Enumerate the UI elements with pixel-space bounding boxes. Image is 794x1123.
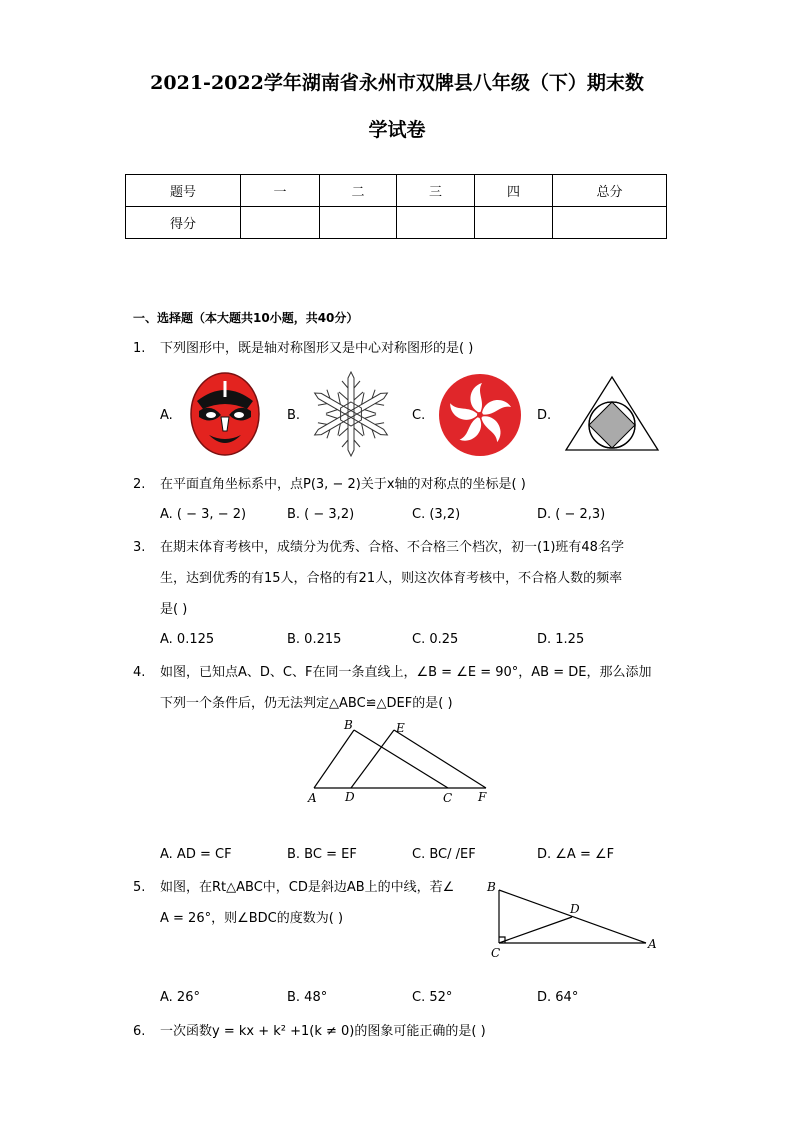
score-header-cell: 四	[475, 175, 553, 207]
segment-ef	[394, 730, 486, 788]
question-text-line: 是( )	[160, 602, 188, 617]
option-a: A. ( − 3, − 2)	[160, 507, 247, 522]
question-number: 6.	[133, 1024, 146, 1039]
segment-ab	[314, 730, 354, 788]
option-b: B. 48°	[287, 990, 328, 1005]
question-text-line: 下列一个条件后，仍无法判定△ABC≌△DEF的是( )	[160, 696, 453, 711]
option-c: C.	[412, 408, 426, 423]
score-cell	[241, 207, 320, 239]
question-number: 4.	[133, 665, 146, 680]
segment-de	[351, 730, 394, 788]
option-a: A. 0.125	[160, 632, 215, 647]
question-text: 在平面直角坐标系中，点P(3, − 2)关于x轴的对称点的坐标是( )	[160, 477, 526, 492]
option-d: D. 1.25	[537, 632, 585, 647]
option-d: D. ∠A = ∠F	[537, 847, 615, 862]
score-header-cell: 三	[397, 175, 475, 207]
label-d: D	[345, 790, 355, 804]
score-cell	[320, 207, 397, 239]
triangle-circle-square-image	[562, 375, 662, 453]
question-text-line: 在期末体育考核中，成绩分为优秀、合格、不合格三个档次，初一(1)班有48名学	[160, 540, 624, 555]
option-a: A.	[160, 408, 173, 423]
question-number: 5.	[133, 880, 146, 895]
score-table-score-row	[126, 207, 667, 239]
option-b: B. ( − 3,2)	[287, 507, 355, 522]
label-c: C	[443, 791, 453, 805]
paper-title-line1: 2021-2022学年湖南省永州市双牌县八年级（下）期末数	[150, 72, 644, 94]
question-text-line: 如图，在Rt△ABC中，CD是斜边AB上的中线，若∠	[160, 880, 455, 895]
segment-bc	[354, 730, 448, 788]
question-text: 下列图形中，既是轴对称图形又是中心对称图形的是( )	[160, 341, 474, 356]
option-b: B. 0.215	[287, 632, 342, 647]
option-a: A. AD = CF	[160, 847, 232, 862]
score-header-cell: 题号	[126, 175, 241, 207]
label-f: F	[478, 790, 487, 804]
question-number: 2.	[133, 477, 146, 492]
label-a: A	[648, 937, 657, 951]
label-a: A	[308, 791, 317, 805]
label-b: B	[487, 880, 496, 894]
option-b: B.	[287, 408, 301, 423]
score-header-cell: 总分	[553, 175, 667, 207]
option-d: D. 64°	[537, 990, 579, 1005]
score-cell	[475, 207, 553, 239]
option-c: C. 52°	[412, 990, 453, 1005]
score-header-cell: 一	[241, 175, 320, 207]
paper-title-line2: 学试卷	[368, 119, 426, 141]
figure-q4-triangles	[300, 715, 500, 810]
bauhinia-emblem-image	[438, 373, 522, 457]
question-text-line: 如图，已知点A、D、C、F在同一条直线上，∠B = ∠E = 90°，AB = DE，那么添加	[160, 665, 652, 680]
figure-q5-right-triangle	[482, 877, 662, 959]
score-row-label: 得分	[126, 207, 241, 239]
option-b: B. BC = EF	[287, 847, 357, 862]
option-c: C. 0.25	[412, 632, 459, 647]
label-d: D	[570, 902, 580, 916]
option-a: A. 26°	[160, 990, 200, 1005]
segment-cd	[499, 917, 572, 943]
score-table-header-row	[126, 175, 667, 207]
score-table	[125, 174, 667, 239]
score-cell	[397, 207, 475, 239]
question-number: 1.	[133, 341, 146, 356]
snowflake-image	[310, 370, 392, 458]
question-number: 3.	[133, 540, 146, 555]
label-b: B	[344, 718, 353, 732]
option-d: D. ( − 2,3)	[537, 507, 606, 522]
section-heading: 一、选择题（本大题共10小题，共40分）	[133, 311, 359, 325]
option-d: D.	[537, 408, 552, 423]
label-e: E	[396, 721, 405, 735]
score-cell	[553, 207, 667, 239]
label-c: C	[491, 946, 501, 959]
question-text: 一次函数y = kx + k² +1(k ≠ 0)的图象可能正确的是( )	[160, 1024, 486, 1039]
score-header-cell: 二	[320, 175, 397, 207]
question-text-line: A = 26°，则∠BDC的度数为( )	[160, 911, 344, 926]
option-c: C. BC/ /EF	[412, 847, 476, 862]
opera-mask-image	[187, 371, 263, 457]
question-text-line: 生，达到优秀的有15人，合格的有21人，则这次体育考核中，不合格人数的频率	[160, 571, 623, 586]
option-c: C. (3,2)	[412, 507, 461, 522]
